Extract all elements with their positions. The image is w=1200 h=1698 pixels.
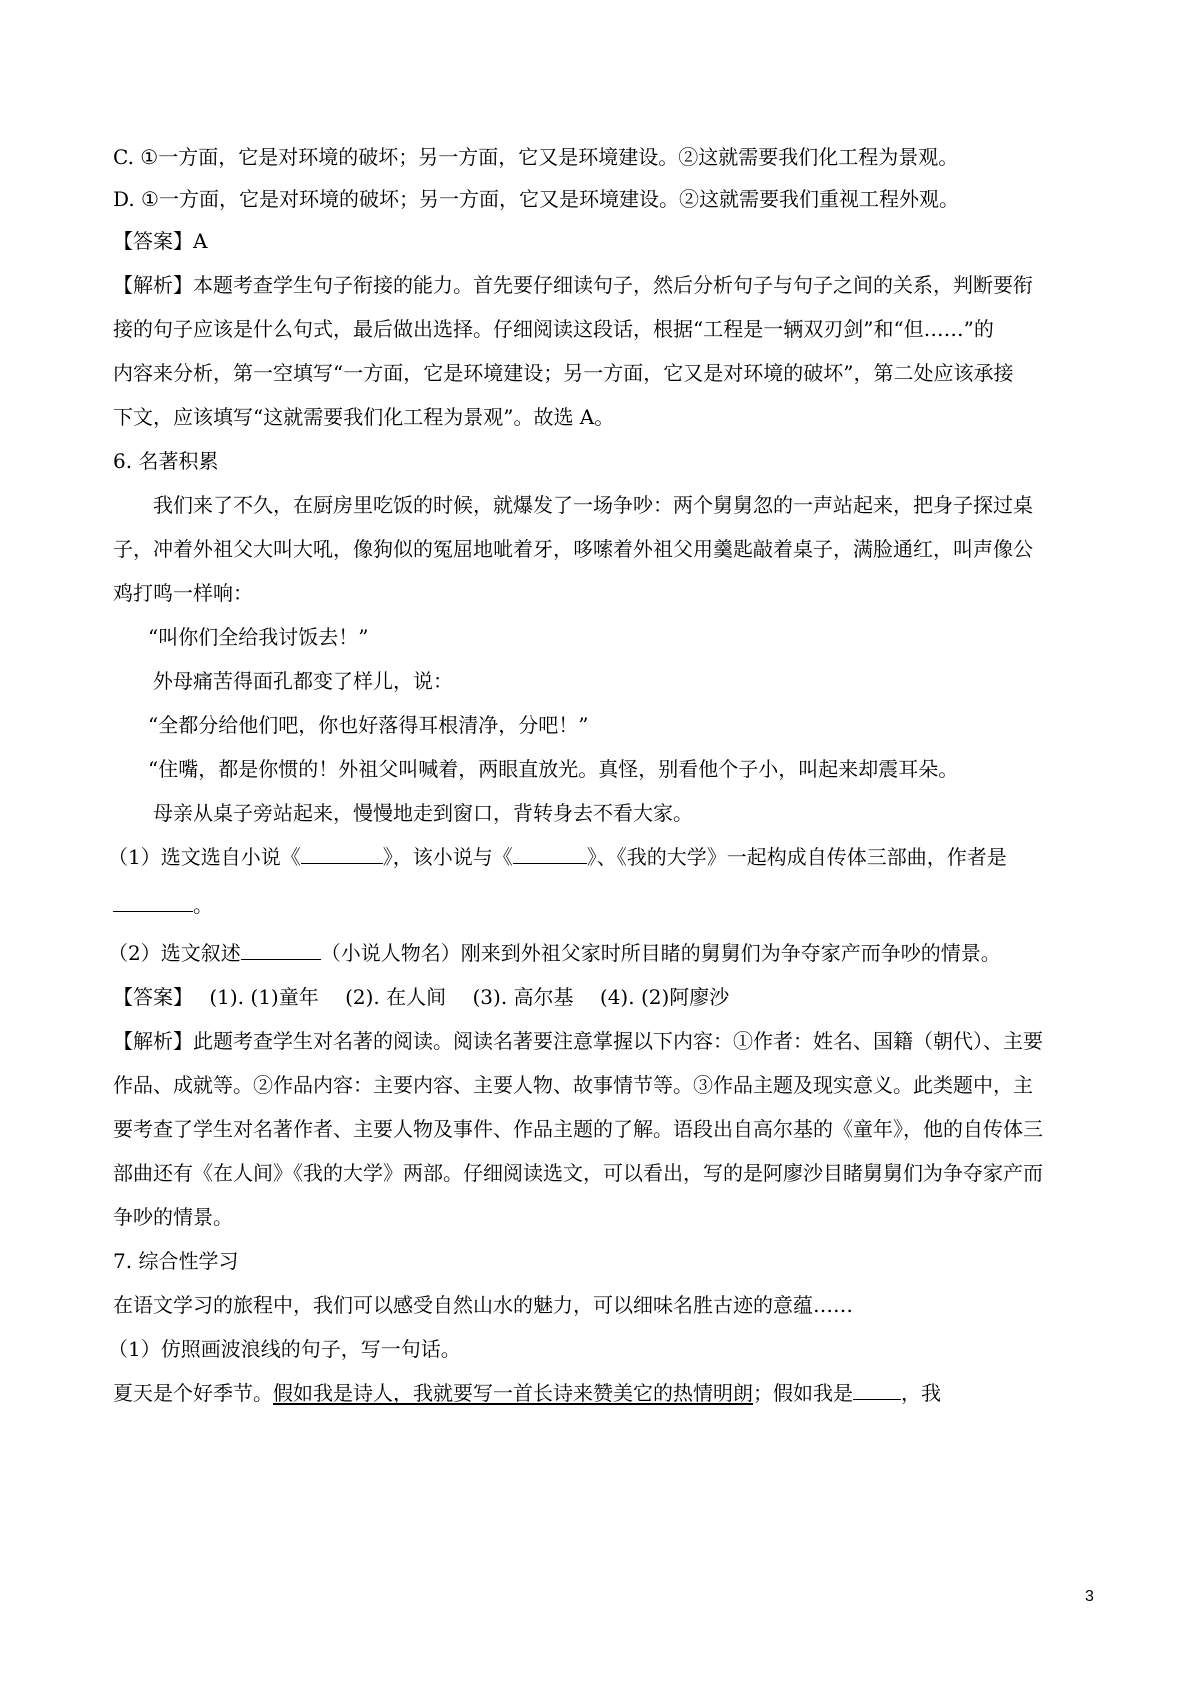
dialog-line: “全都分给他们吧，你也好落得耳根清净，分吧！”	[148, 713, 589, 737]
sub-question-text: （2）选文叙述	[108, 941, 241, 965]
answer-blank[interactable]	[513, 845, 587, 864]
analysis-q6-line: 争吵的情景。	[113, 1205, 233, 1229]
question-heading-7: 7. 综合性学习	[113, 1249, 239, 1273]
dialog-line: 外母痛苦得面孔都变了样儿，说：	[153, 669, 453, 693]
sub-question-text: （1）选文选自小说《	[108, 845, 301, 869]
analysis-q6-line: 【解析】此题考查学生对名著的阅读。阅读名著要注意掌握以下内容：①作者：姓名、国籍（朝代）、主要	[113, 1029, 1043, 1053]
analysis-q6-line: 要考查了学生对名著作者、主要人物及事件、作品主题的了解。语段出自高尔基的《童年》，他的自传体三	[113, 1117, 1043, 1141]
option-c: C. ①一方面，它是对环境的破坏；另一方面，它又是环境建设。②这就需要我们化工程为景观。	[113, 145, 959, 169]
imitation-sentence	[113, 1378, 1103, 1408]
sub-question-text: 。	[193, 893, 213, 917]
sub-question-text: （小说人物名）刚来到外祖父家时所目睹的舅舅们为争夺家产而争吵的情景。	[320, 941, 1001, 965]
sentence-text: ，我	[901, 1381, 941, 1405]
underlined-sentence: 假如我是诗人，我就要写一首长诗来赞美它的热情明朗	[273, 1381, 753, 1405]
answer-blank[interactable]	[113, 893, 193, 912]
passage-line: 鸡打鸣一样响：	[113, 581, 253, 605]
analysis-q6-line: 作品、成就等。②作品内容：主要内容、主要人物、故事情节等。③作品主题及现实意义。此类题中，主	[113, 1073, 1033, 1097]
analysis-q5-line: 下文，应该填写“这就需要我们化工程为景观”。故选 A。	[113, 405, 615, 429]
answer-blank[interactable]	[853, 1381, 901, 1400]
sub-question-text: 》，该小说与《	[382, 845, 513, 869]
dialog-line: “叫你们全给我讨饭去！”	[148, 625, 369, 649]
sub-question-6-1-cont	[113, 890, 1103, 920]
analysis-q5-line: 接的句子应该是什么句式，最后做出选择。仔细阅读这段话，根据“工程是一辆双刃剑”和“但……”的	[113, 317, 994, 341]
page-number: 3	[1085, 1588, 1094, 1605]
sub-question-6-1	[108, 842, 1098, 872]
passage-line: 子，冲着外祖父大叫大吼，像狗似的冤屈地呲着牙，哆嗦着外祖父用羹匙敲着桌子，满脸通红，叫声像公	[113, 537, 1033, 561]
passage-line: 我们来了不久，在厨房里吃饭的时候，就爆发了一场争吵：两个舅舅忽的一声站起来，把身子探过桌	[153, 493, 1033, 517]
question-heading-6: 6. 名著积累	[113, 449, 219, 473]
analysis-q5-line: 【解析】本题考查学生句子衔接的能力。首先要仔细读句子，然后分析句子与句子之间的关系，判断要衔	[113, 273, 1033, 297]
question-7-intro: 在语文学习的旅程中，我们可以感受自然山水的魅力，可以细味名胜古迹的意蕴……	[113, 1293, 853, 1317]
analysis-q6-line: 部曲还有《在人间》《我的大学》两部。仔细阅读选文，可以看出，写的是阿廖沙目睹舅舅们为争夺家产而	[113, 1161, 1043, 1185]
dialog-line: “住嘴，都是你惯的！外祖父叫喊着，两眼直放光。真怪，别看他个子小，叫起来却震耳朵。	[148, 757, 959, 781]
sentence-text: ；假如我是	[753, 1381, 853, 1405]
answer-blank[interactable]	[301, 845, 383, 864]
sub-question-7-1: （1）仿照画波浪线的句子，写一句话。	[108, 1337, 461, 1361]
answer-blank[interactable]	[241, 941, 321, 960]
answer-q5: 【答案】A	[113, 229, 208, 253]
sub-question-6-2	[108, 938, 1098, 968]
dialog-line: 母亲从桌子旁站起来，慢慢地走到窗口，背转身去不看大家。	[153, 801, 693, 825]
answer-q6: 【答案】 (1). (1)童年 (2). 在人间 (3). 高尔基 (4). (2)阿廖沙	[113, 985, 730, 1009]
sentence-text: 夏天是个好季节。	[113, 1381, 273, 1405]
option-d: D. ①一方面，它是对环境的破坏；另一方面，它又是环境建设。②这就需要我们重视工程外观。	[113, 187, 959, 211]
analysis-q5-line: 内容来分析，第一空填写“一方面，它是环境建设；另一方面，它又是对环境的破坏”，第二处应该承接	[113, 361, 1014, 385]
sub-question-text: 》、《我的大学》一起构成自传体三部曲，作者是	[586, 845, 1007, 869]
